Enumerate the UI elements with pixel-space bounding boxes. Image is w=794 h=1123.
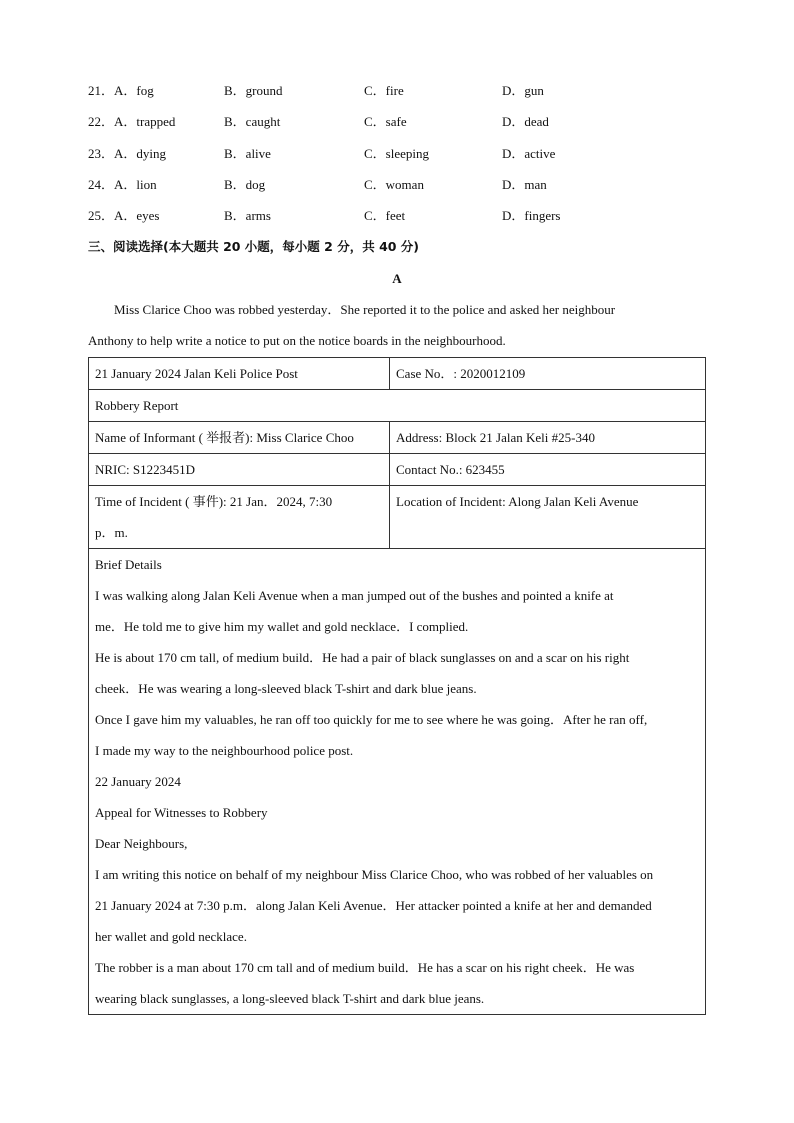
intro-line-2: Anthony to help write a notice to put on the notice boards in the neighbourhood. — [88, 333, 506, 348]
details-line: I made my way to the neighbourhood police post. — [95, 743, 354, 758]
details-line: Once I gave him my valuables, he ran off too quickly for me to see where he was going．After he ran off, — [95, 712, 648, 727]
report-nric: NRIC: S1223451D — [89, 454, 390, 486]
question-22-options — [88, 112, 708, 132]
option-a: 23．A．dying — [88, 146, 167, 161]
details-line: wearing black sunglasses, a long-sleeved black T-shirt and dark blue jeans. — [95, 991, 485, 1006]
intro-line-1: Miss Clarice Choo was robbed yesterday．She reported it to the police and asked her neighbour — [114, 302, 616, 317]
question-21-options — [88, 81, 708, 101]
option-b: B．dog — [224, 177, 266, 192]
details-line: I was walking along Jalan Keli Avenue when a man jumped out of the bushes and pointed a knife at — [95, 588, 614, 603]
report-informant: Name of Informant ( 举报者): Miss Clarice Choo — [89, 422, 390, 454]
option-b: B．ground — [224, 83, 283, 98]
option-a: 25．A．eyes — [88, 208, 160, 223]
details-line: He is about 170 cm tall, of medium build．He had a pair of black sunglasses on and a scar on his right — [95, 650, 630, 665]
option-d: D．gun — [502, 83, 544, 98]
details-line: her wallet and gold necklace. — [95, 929, 247, 944]
option-b: B．alive — [224, 146, 271, 161]
option-c: C．feet — [364, 208, 406, 223]
passage-label: A — [392, 271, 402, 286]
report-date-post: 21 January 2024 Jalan Keli Police Post — [89, 358, 390, 390]
question-24-options — [88, 175, 708, 195]
question-25-options — [88, 206, 708, 226]
option-a: 21．A．fog — [88, 83, 154, 98]
option-a: 24．A．lion — [88, 177, 157, 192]
option-c: C．safe — [364, 114, 407, 129]
details-line: me．He told me to give him my wallet and gold necklace．I complied. — [95, 619, 469, 634]
option-a: 22．A．trapped — [88, 114, 176, 129]
details-line: I am writing this notice on behalf of my neighbour Miss Clarice Choo, who was robbed of her valuables on — [95, 867, 654, 882]
option-d: D．active — [502, 146, 556, 161]
details-line: Appeal for Witnesses to Robbery — [95, 805, 268, 820]
option-d: D．dead — [502, 114, 549, 129]
report-time-line-1: Time of Incident ( 事件): 21 Jan．2024, 7:30 — [95, 494, 333, 509]
option-b: B．caught — [224, 114, 281, 129]
robbery-report-table — [88, 357, 706, 1015]
section-title: 三、阅读选择(本大题共 20 小题，每小题 2 分，共 40 分) — [88, 239, 420, 254]
details-line: cheek．He was wearing a long-sleeved black T-shirt and dark blue jeans. — [95, 681, 477, 696]
option-d: D．man — [502, 177, 547, 192]
report-title: Robbery Report — [89, 390, 706, 422]
report-contact: Contact No.: 623455 — [390, 454, 706, 486]
option-d: D．fingers — [502, 208, 561, 223]
option-c: C．woman — [364, 177, 424, 192]
details-line: 21 January 2024 at 7:30 p.m．along Jalan Keli Avenue．Her attacker pointed a knife at her and demanded — [95, 898, 652, 913]
question-23-options — [88, 144, 708, 164]
details-line: Brief Details — [95, 557, 162, 572]
report-address: Address: Block 21 Jalan Keli #25-340 — [390, 422, 706, 454]
report-case-no: Case No．: 2020012109 — [390, 358, 706, 390]
option-b: B．arms — [224, 208, 271, 223]
report-location: Location of Incident: Along Jalan Keli Avenue — [390, 486, 706, 549]
option-c: C．fire — [364, 83, 404, 98]
report-details — [89, 549, 706, 1015]
details-line: The robber is a man about 170 cm tall and of medium build．He has a scar on his right cheek．He was — [95, 960, 635, 975]
intro-paragraph — [88, 294, 708, 356]
details-line: 22 January 2024 — [95, 774, 181, 789]
option-c: C．sleeping — [364, 146, 429, 161]
report-time — [89, 486, 390, 549]
details-line: Dear Neighbours, — [95, 836, 188, 851]
report-time-line-2: p．m. — [95, 525, 128, 540]
